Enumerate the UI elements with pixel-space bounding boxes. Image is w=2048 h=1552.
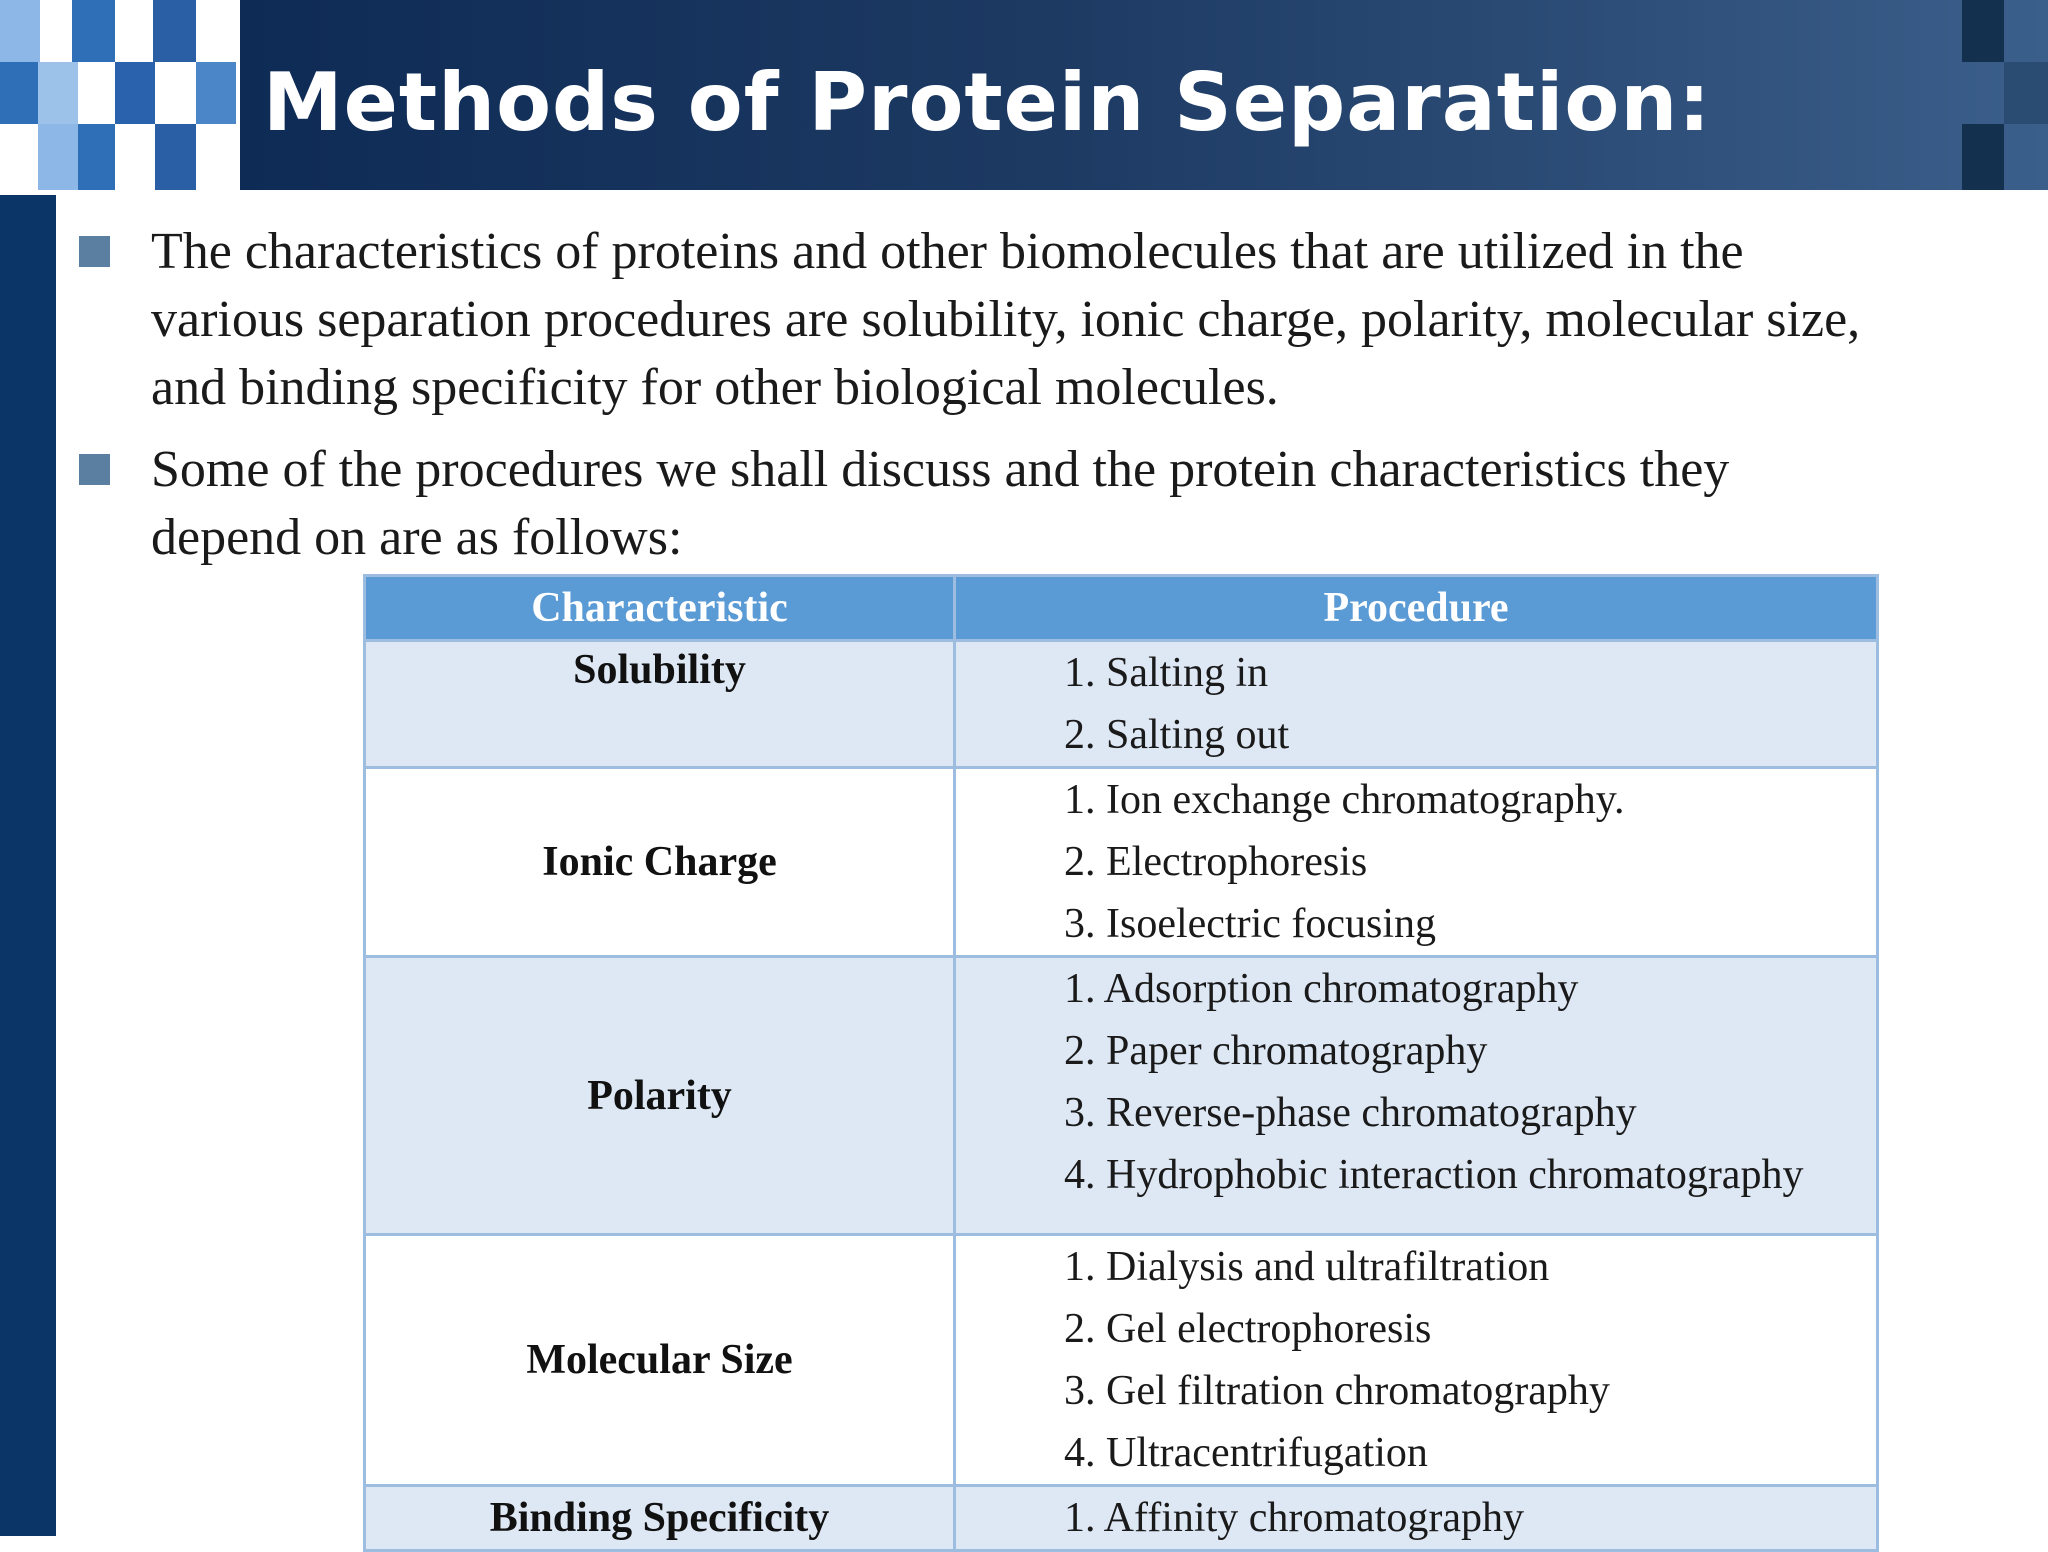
bullet-2-line-2: depend on are as follows:	[151, 509, 683, 566]
bullet-square-icon	[79, 236, 110, 267]
procedure-item: 2. Salting out	[1064, 712, 1290, 758]
procedure-item: 2. Electrophoresis	[1064, 839, 1368, 885]
bullet-square-icon	[79, 454, 110, 485]
table-header-row	[365, 576, 1878, 641]
procedure-cell	[955, 957, 1878, 1235]
procedure-item: 3. Isoelectric focusing	[1064, 901, 1437, 947]
procedure-item: 4. Ultracentrifugation	[1064, 1430, 1428, 1476]
procedure-item: 1. Affinity chromatography	[1064, 1495, 1524, 1541]
procedure-item: 3. Reverse-phase chromatography	[1064, 1090, 1637, 1136]
procedure-item: 4. Hydrophobic interaction chromatography	[1064, 1152, 1804, 1198]
characteristic-cell: Molecular Size	[365, 1235, 955, 1486]
procedure-item: 3. Gel filtration chromatography	[1064, 1368, 1610, 1414]
left-accent-bar	[0, 195, 56, 1536]
table-row	[365, 1486, 1878, 1551]
procedure-cell	[955, 768, 1878, 957]
bullet-1-line-2: various separation procedures are solubility, ionic charge, polarity, molecular size,	[151, 291, 1861, 348]
header-procedure: Procedure	[955, 576, 1878, 641]
procedure-item: 2. Paper chromatography	[1064, 1028, 1488, 1074]
methods-table	[363, 574, 1879, 1552]
procedure-item: 1. Adsorption chromatography	[1064, 966, 1579, 1012]
table-row	[365, 768, 1878, 957]
bullet-1-line-3: and binding specificity for other biological molecules.	[151, 359, 1279, 416]
procedure-item: 1. Dialysis and ultrafiltration	[1064, 1244, 1550, 1290]
procedure-item: 2. Gel electrophoresis	[1064, 1306, 1432, 1352]
table-row	[365, 957, 1878, 1235]
characteristic-cell: Ionic Charge	[365, 768, 955, 957]
procedure-item: 1. Ion exchange chromatography.	[1064, 777, 1625, 823]
procedure-cell	[955, 641, 1878, 768]
bullet-1-line-1: The characteristics of proteins and other biomolecules that are utilized in the	[151, 223, 1744, 280]
header-characteristic: Characteristic	[365, 576, 955, 641]
procedure-cell	[955, 1486, 1878, 1551]
slide-title: Methods of Protein Separation:	[263, 56, 1712, 149]
characteristic-cell: Polarity	[365, 957, 955, 1235]
bullet-2-line-1: Some of the procedures we shall discuss and the protein characteristics they	[151, 441, 1730, 498]
table-row	[365, 641, 1878, 768]
procedure-cell	[955, 1235, 1878, 1486]
table-row	[365, 1235, 1878, 1486]
characteristic-cell: Solubility	[365, 641, 955, 768]
characteristic-cell: Binding Specificity	[365, 1486, 955, 1551]
procedure-item: 1. Salting in	[1064, 650, 1269, 696]
